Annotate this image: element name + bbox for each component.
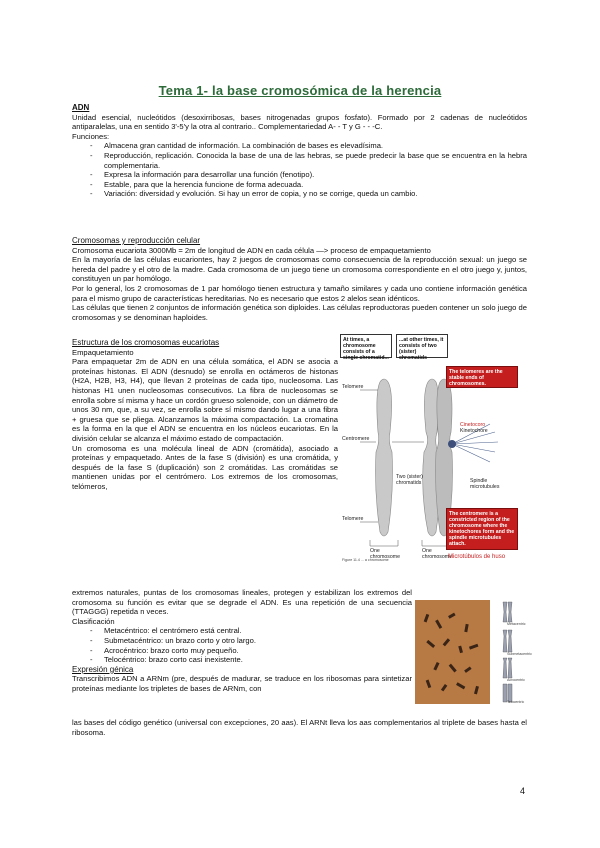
estructura-p2: Un cromosoma es una molécula lineal de ADN (cromátida), asociado a proteínas y empaquetado. Antes de la fase S (división) es una cromátida, y después de la fase S (duplicación) son 2 cromátidas. Las cromátidas se mantienen unidas por el centrómero. Los extremos de los cromosomas, telómeros,: [72, 443, 338, 491]
one-chromosome-right: One chromosome: [422, 548, 452, 560]
centromere-label: Centromere: [342, 436, 370, 442]
callout-telomeres: The telomeres are the stable ends of chromosomes.: [446, 366, 518, 388]
adn-heading: ADN: [72, 103, 90, 112]
estructura-continuation: [72, 588, 412, 694]
functions-list: [72, 141, 527, 199]
expresion-continuation: [72, 718, 527, 737]
single-chromatid-shape: [376, 379, 393, 536]
expresion-p1b: las bases del código genético (universal con excepciones, 20 aas). El ARNt lleva los aas complementarios al triplete de bases hasta el ribosoma.: [72, 718, 527, 737]
list-item: - Estable, para que la herencia funcione de forma adecuada.: [72, 180, 527, 190]
microtubulos-label: Microtúbulos de huso: [448, 554, 506, 560]
cromosomas-heading: Cromosomas y reproducción celular: [72, 236, 201, 245]
functions-label: Funciones:: [72, 131, 110, 141]
cinetocoro-label: Cinetocoro: [460, 422, 486, 428]
adn-section: [72, 103, 527, 199]
list-item: - Acrocéntrico: brazo corto muy pequeño.: [72, 646, 412, 656]
estructura-p1: Para empaquetar 2m de ADN en una célula somática, el ADN se asocia a proteínas histonas. El ADN (desnudo) se enrolla en octámeros de histonas (H2A, H2B, H3, H4), que llevan 2 proteínas de cada tipo, nucleosoma. Las histonas H1 unen nucleosomas consecutivos. La fibra de nucleosomas se enrolla sobre sí misma y hace un cordón grueso solenoide, con un diámetro de unos 30 nm, que, a su vez, se enrolla sobre sí mismo dando lugar a una fibra + gruesa que se pliega. Alcanzamos la máxima compactación. La cromatina es la forma en la que el ADN se encuentra en los núcleos eucariotas. En la división celular se alcanza el máximo estado de compactación.: [72, 357, 338, 443]
chromosome-types: [493, 600, 532, 704]
metacentric-label: Metacentric: [507, 622, 526, 626]
expresion-heading: Expresión génica: [72, 664, 134, 674]
telocentric-label: Telocentric: [507, 700, 525, 704]
estructura-section: [72, 338, 338, 492]
list-item: - Metacéntrico: el centrómero está central.: [72, 626, 412, 636]
list-item: - Almacena gran cantidad de información. La combinación de bases es elevadísima.: [72, 141, 527, 151]
callout-centromere: The centromere is a constricted region of the chromosome where the kinetochores form and the spindle microtubules attach.: [446, 508, 518, 550]
cromosomas-p4: Las células que tienen 2 conjuntos de información genética son diploides. Las células reproductoras pueden contener un solo juego de cromosomas y se denominan haploides.: [72, 303, 527, 322]
cromosomas-p2: En la mayoría de las células eucariontes, hay 2 juegos de cromosomas como consecuencia de la reproducción sexual: un juego se hereda del padre y el otro de la madre. Cada cromosoma de un juego tiene un cromosoma correspondiente en el otro juego y, juntos, constituyen un par homólogo.: [72, 255, 527, 284]
list-item: - Expresa la información para desarrollar una función (fenotipo).: [72, 170, 527, 180]
cromosomas-section: [72, 236, 527, 322]
clasificacion-list: [72, 626, 412, 664]
chromosome-figure: [340, 332, 520, 566]
karyotype-image: [415, 600, 490, 704]
karyotype-photo: [415, 600, 490, 704]
telomere-label-bottom: Telomere: [342, 516, 364, 522]
page-title: Tema 1- la base cromosómica de la herencia: [158, 83, 442, 98]
cromosomas-p1: Cromosoma eucariota 3000Mb = 2m de longitud de ADN en cada célula —> proceso de empaquetamiento: [72, 245, 431, 255]
spindle-label: Spindle microtubules: [470, 478, 500, 490]
expresion-p1a: Transcribimos ADN a ARNm (pre, después de madurar, se traduce en los ribosomas para sintetizar proteínas mediante los tripletes de bases de ARNm, con: [72, 674, 412, 693]
cromosomas-p3: Por lo general, los 2 cromosomas de 1 par homólogo tienen estructura y tamaño similares y cada uno contiene información genética para el mismo grupo de características hereditarias. No es necesario que estos 2 alelos sean idénticos.: [72, 283, 527, 303]
estructura-heading: Estructura de los cromosomas eucariotas: [72, 338, 220, 347]
list-item: - Variación: diversidad y evolución. Si hay un error de copia, y no se corrige, queda un cambio.: [72, 189, 527, 199]
estructura-p3: extremos naturales, puntas de los cromosomas lineales, protegen y estabilizan los extremos del cromosoma su función es evitar que se degrade el ADN. Es una repetición de una secuencia (TTAGGG) repetida n veces.: [72, 588, 412, 617]
callout-two-chromatids: ...at other times, it consists of two (sister) chromatids: [396, 334, 448, 358]
acrocentric-label: Acrocentric: [507, 678, 525, 682]
sister-chromatids-label: Two (sister) chromatids: [396, 474, 423, 486]
kinetochore-label: Kinetochore: [460, 428, 488, 434]
figure-caption: Figure 11.4 ... a chromosome: [342, 558, 389, 562]
page-number: 4: [520, 786, 526, 796]
list-item: - Reproducción, replicación. Conocida la base de una de las hebras, se puede predecir la base que se encuentra en la hebra complementaria.: [72, 151, 527, 170]
one-chromosome-left: One chromosome: [370, 548, 400, 560]
kinetochore-dot: [448, 440, 456, 448]
submetacentric-label: Submetacentric: [507, 652, 532, 656]
empaquetamiento-subheading: Empaquetamiento: [72, 347, 134, 357]
clasificacion-label: Clasificación: [72, 616, 115, 626]
list-item: - Telocéntrico: brazo corto casi inexistente.: [72, 655, 412, 665]
telomere-label-top: Telomere: [342, 384, 364, 390]
adn-paragraph: Unidad esencial, nucleótidos (desoxirribosas, bases nitrogenadas grupos fosfato). Formado por 2 cadenas de nucleótidos antiparalelas, una en sentido 3'-5'y la otra al contrario.. Complementariedad A- - T y G - - -C.: [72, 112, 527, 132]
callout-single-chromatid: At times, a chromosome consists of a single chromatid...: [340, 334, 392, 358]
list-item: - Submetacéntrico: un brazo corto y otro largo.: [72, 636, 412, 646]
